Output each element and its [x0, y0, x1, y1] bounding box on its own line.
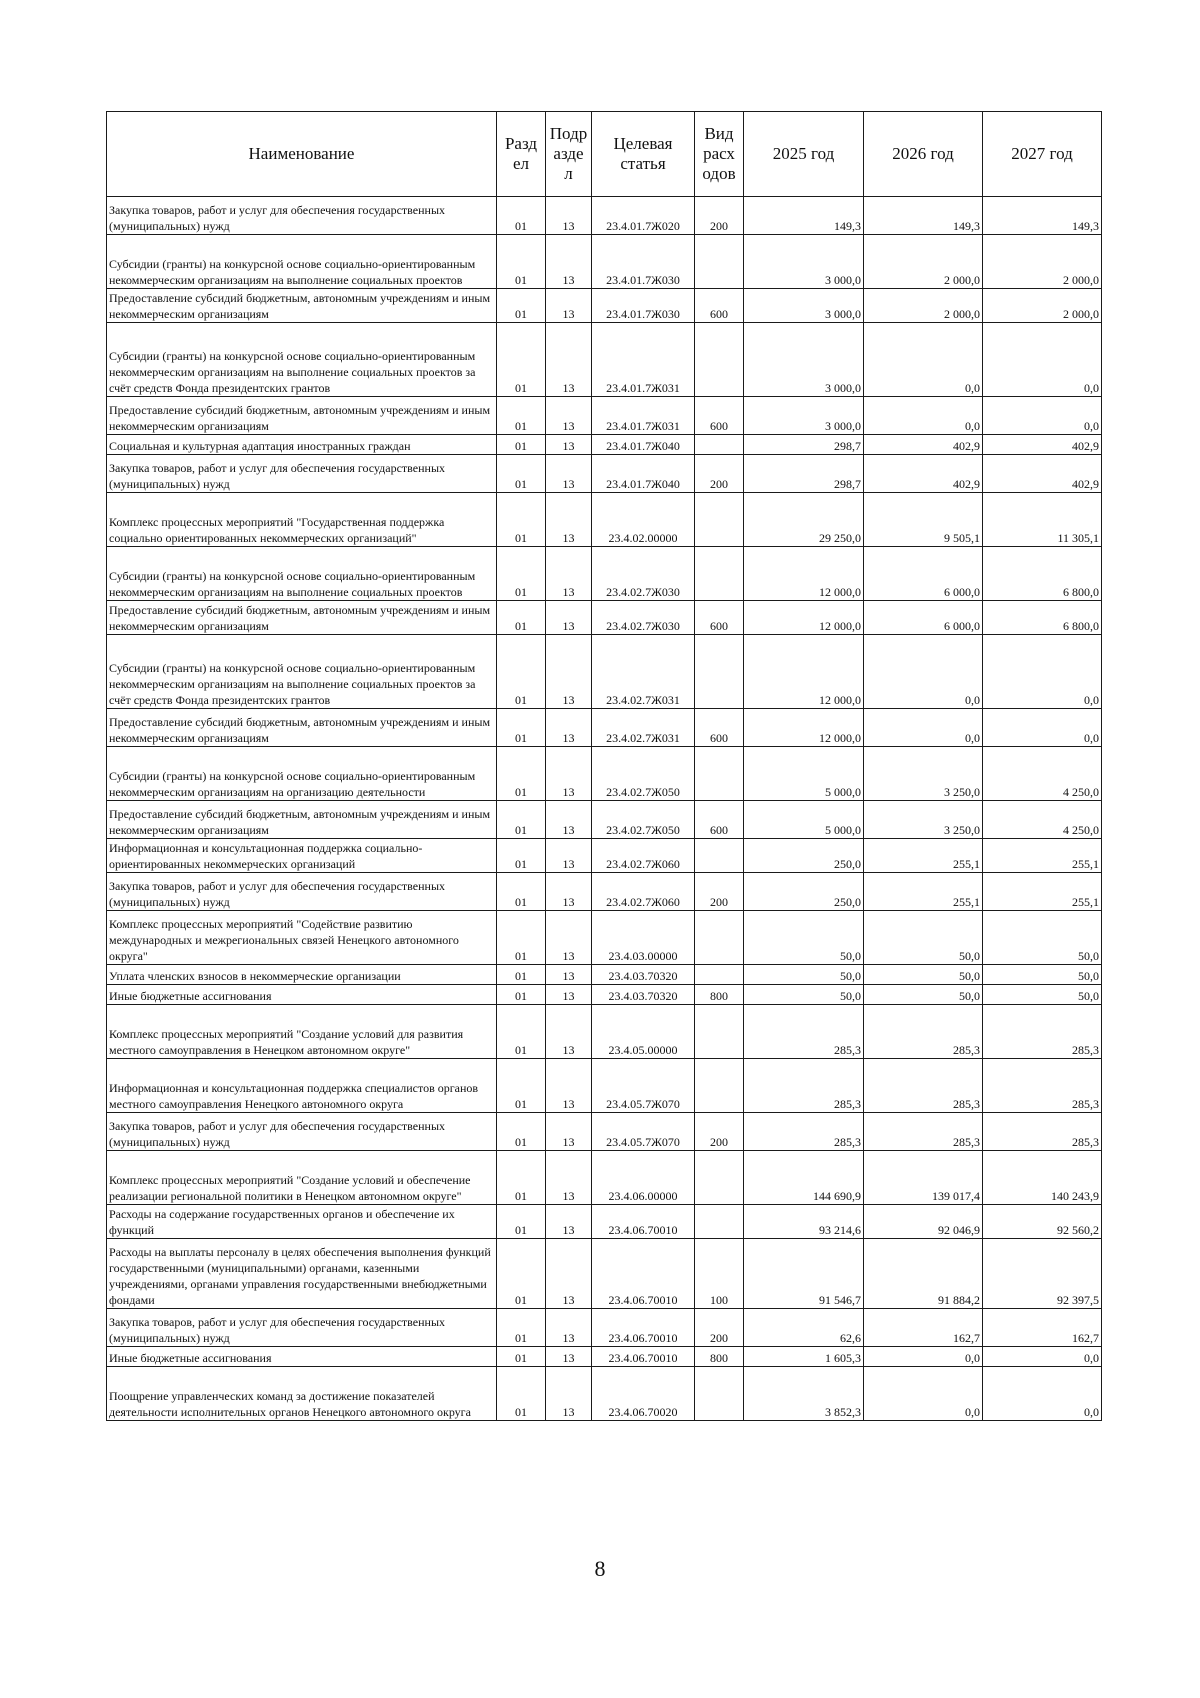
table-row	[107, 709, 1102, 747]
cell-2025: 12 000,0	[744, 709, 864, 747]
cell-subsection: 13	[546, 1113, 592, 1151]
cell-2027: 92 397,5	[983, 1239, 1102, 1309]
cell-name: Предоставление субсидий бюджетным, автономным учреждениям и иным некоммерческим организациям	[107, 601, 497, 635]
cell-expense-type	[695, 747, 744, 801]
cell-2025: 3 000,0	[744, 289, 864, 323]
cell-name: Закупка товаров, работ и услуг для обеспечения государственных (муниципальных) нужд	[107, 455, 497, 493]
cell-section: 01	[497, 873, 546, 911]
cell-2026: 92 046,9	[864, 1205, 983, 1239]
table-row	[107, 1151, 1102, 1205]
cell-section: 01	[497, 235, 546, 289]
table-body	[107, 197, 1102, 1421]
cell-name: Информационная и консультационная поддержка социально-ориентированных некоммерческих организаций	[107, 839, 497, 873]
cell-target: 23.4.02.7Ж060	[592, 873, 695, 911]
cell-name: Закупка товаров, работ и услуг для обеспечения государственных (муниципальных) нужд	[107, 1309, 497, 1347]
cell-2025: 50,0	[744, 911, 864, 965]
header-expense-type: Вид расх одов	[695, 112, 744, 197]
cell-target: 23.4.02.00000	[592, 493, 695, 547]
cell-section: 01	[497, 493, 546, 547]
cell-subsection: 13	[546, 965, 592, 985]
table-row	[107, 1239, 1102, 1309]
cell-2026: 255,1	[864, 839, 983, 873]
cell-name: Комплекс процессных мероприятий "Государственная поддержка социально ориентированных некоммерческих организаций"	[107, 493, 497, 547]
page-number: 8	[594, 1556, 606, 1581]
cell-expense-type: 800	[695, 1347, 744, 1367]
cell-name: Расходы на выплаты персоналу в целях обеспечения выполнения функций государственными (муниципальными) органами, казенными учреждениями, органами управления государственными внебюджетными фондами	[107, 1239, 497, 1309]
cell-2027: 285,3	[983, 1059, 1102, 1113]
cell-target: 23.4.05.00000	[592, 1005, 695, 1059]
cell-2025: 144 690,9	[744, 1151, 864, 1205]
cell-target: 23.4.02.7Ж031	[592, 709, 695, 747]
cell-subsection: 13	[546, 1347, 592, 1367]
table-header-row	[107, 112, 1102, 197]
cell-2025: 12 000,0	[744, 635, 864, 709]
cell-target: 23.4.02.7Ж060	[592, 839, 695, 873]
table-row	[107, 1005, 1102, 1059]
header-2025: 2025 год	[744, 112, 864, 197]
table-row	[107, 1113, 1102, 1151]
cell-name: Предоставление субсидий бюджетным, автономным учреждениям и иным некоммерческим организациям	[107, 397, 497, 435]
cell-2027: 4 250,0	[983, 801, 1102, 839]
cell-2027: 2 000,0	[983, 289, 1102, 323]
cell-subsection: 13	[546, 1005, 592, 1059]
cell-section: 01	[497, 435, 546, 455]
cell-target: 23.4.03.70320	[592, 985, 695, 1005]
cell-subsection: 13	[546, 1059, 592, 1113]
cell-2027: 255,1	[983, 839, 1102, 873]
cell-subsection: 13	[546, 839, 592, 873]
cell-2025: 1 605,3	[744, 1347, 864, 1367]
cell-subsection: 13	[546, 1239, 592, 1309]
cell-2026: 0,0	[864, 635, 983, 709]
budget-table	[106, 111, 1102, 1421]
cell-name: Социальная и культурная адаптация иностранных граждан	[107, 435, 497, 455]
cell-section: 01	[497, 601, 546, 635]
cell-subsection: 13	[546, 1151, 592, 1205]
cell-subsection: 13	[546, 635, 592, 709]
cell-subsection: 13	[546, 801, 592, 839]
cell-2026: 3 250,0	[864, 747, 983, 801]
cell-expense-type: 600	[695, 801, 744, 839]
cell-name: Субсидии (гранты) на конкурсной основе социально-ориентированным некоммерческим организациям на выполнение социальных проектов за счёт средств Фонда президентских грантов	[107, 635, 497, 709]
cell-expense-type	[695, 547, 744, 601]
cell-2025: 29 250,0	[744, 493, 864, 547]
cell-expense-type: 600	[695, 289, 744, 323]
cell-subsection: 13	[546, 985, 592, 1005]
cell-subsection: 13	[546, 289, 592, 323]
cell-name: Закупка товаров, работ и услуг для обеспечения государственных (муниципальных) нужд	[107, 197, 497, 235]
cell-expense-type	[695, 1151, 744, 1205]
table-row	[107, 911, 1102, 965]
table-row	[107, 1309, 1102, 1347]
cell-2026: 0,0	[864, 323, 983, 397]
header-2026: 2026 год	[864, 112, 983, 197]
cell-name: Уплата членских взносов в некоммерческие организации	[107, 965, 497, 985]
cell-subsection: 13	[546, 323, 592, 397]
table-row	[107, 323, 1102, 397]
cell-section: 01	[497, 1309, 546, 1347]
cell-2027: 50,0	[983, 985, 1102, 1005]
cell-subsection: 13	[546, 493, 592, 547]
cell-section: 01	[497, 323, 546, 397]
cell-subsection: 13	[546, 397, 592, 435]
cell-2025: 91 546,7	[744, 1239, 864, 1309]
cell-2026: 91 884,2	[864, 1239, 983, 1309]
cell-2026: 149,3	[864, 197, 983, 235]
cell-expense-type: 800	[695, 985, 744, 1005]
cell-2026: 0,0	[864, 1347, 983, 1367]
table-row	[107, 1347, 1102, 1367]
cell-expense-type: 600	[695, 397, 744, 435]
cell-2025: 5 000,0	[744, 747, 864, 801]
header-2027: 2027 год	[983, 112, 1102, 197]
cell-2027: 402,9	[983, 435, 1102, 455]
cell-section: 01	[497, 747, 546, 801]
cell-subsection: 13	[546, 547, 592, 601]
cell-target: 23.4.01.7Ж040	[592, 455, 695, 493]
cell-2026: 285,3	[864, 1059, 983, 1113]
table-row	[107, 635, 1102, 709]
cell-expense-type	[695, 435, 744, 455]
cell-subsection: 13	[546, 747, 592, 801]
cell-expense-type	[695, 1059, 744, 1113]
cell-2027: 2 000,0	[983, 235, 1102, 289]
cell-subsection: 13	[546, 873, 592, 911]
cell-name: Закупка товаров, работ и услуг для обеспечения государственных (муниципальных) нужд	[107, 873, 497, 911]
cell-2026: 402,9	[864, 455, 983, 493]
table-row	[107, 801, 1102, 839]
cell-2027: 4 250,0	[983, 747, 1102, 801]
cell-target: 23.4.01.7Ж030	[592, 235, 695, 289]
cell-expense-type: 600	[695, 709, 744, 747]
cell-2026: 285,3	[864, 1005, 983, 1059]
cell-2025: 12 000,0	[744, 547, 864, 601]
cell-expense-type: 200	[695, 1309, 744, 1347]
cell-target: 23.4.06.70010	[592, 1347, 695, 1367]
table-row	[107, 839, 1102, 873]
table-row	[107, 235, 1102, 289]
cell-expense-type: 200	[695, 873, 744, 911]
table-row	[107, 747, 1102, 801]
cell-2025: 250,0	[744, 839, 864, 873]
cell-name: Субсидии (гранты) на конкурсной основе социально-ориентированным некоммерческим организациям на выполнение социальных проектов	[107, 235, 497, 289]
cell-2027: 285,3	[983, 1113, 1102, 1151]
cell-section: 01	[497, 455, 546, 493]
cell-subsection: 13	[546, 197, 592, 235]
table-row	[107, 397, 1102, 435]
cell-target: 23.4.03.00000	[592, 911, 695, 965]
table-row	[107, 1059, 1102, 1113]
cell-2025: 50,0	[744, 985, 864, 1005]
cell-expense-type: 200	[695, 1113, 744, 1151]
cell-2026: 0,0	[864, 1367, 983, 1421]
cell-name: Поощрение управленческих команд за достижение показателей деятельности исполнительных органов Ненецкого автономного округа	[107, 1367, 497, 1421]
cell-2026: 0,0	[864, 397, 983, 435]
cell-2026: 6 000,0	[864, 547, 983, 601]
cell-target: 23.4.02.7Ж050	[592, 801, 695, 839]
table-row	[107, 435, 1102, 455]
header-name: Наименование	[107, 112, 497, 197]
cell-section: 01	[497, 397, 546, 435]
cell-2026: 255,1	[864, 873, 983, 911]
cell-section: 01	[497, 709, 546, 747]
cell-name: Комплекс процессных мероприятий "Создание условий для развития местного самоуправления в Ненецком автономном округе"	[107, 1005, 497, 1059]
cell-2027: 140 243,9	[983, 1151, 1102, 1205]
cell-expense-type	[695, 965, 744, 985]
cell-subsection: 13	[546, 1309, 592, 1347]
cell-2025: 149,3	[744, 197, 864, 235]
cell-2026: 3 250,0	[864, 801, 983, 839]
cell-2026: 402,9	[864, 435, 983, 455]
cell-expense-type: 200	[695, 455, 744, 493]
cell-target: 23.4.06.00000	[592, 1151, 695, 1205]
cell-2026: 2 000,0	[864, 289, 983, 323]
cell-section: 01	[497, 1367, 546, 1421]
cell-2027: 255,1	[983, 873, 1102, 911]
cell-subsection: 13	[546, 601, 592, 635]
cell-2027: 0,0	[983, 709, 1102, 747]
cell-section: 01	[497, 965, 546, 985]
cell-name: Иные бюджетные ассигнования	[107, 1347, 497, 1367]
cell-name: Предоставление субсидий бюджетным, автономным учреждениям и иным некоммерческим организациям	[107, 289, 497, 323]
cell-expense-type: 100	[695, 1239, 744, 1309]
cell-2025: 93 214,6	[744, 1205, 864, 1239]
cell-section: 01	[497, 1151, 546, 1205]
table-row	[107, 601, 1102, 635]
cell-section: 01	[497, 1239, 546, 1309]
cell-section: 01	[497, 911, 546, 965]
cell-expense-type: 600	[695, 601, 744, 635]
cell-target: 23.4.06.70010	[592, 1309, 695, 1347]
cell-2025: 50,0	[744, 965, 864, 985]
cell-2027: 402,9	[983, 455, 1102, 493]
table-row	[107, 985, 1102, 1005]
table-row	[107, 455, 1102, 493]
cell-expense-type	[695, 323, 744, 397]
cell-2025: 3 852,3	[744, 1367, 864, 1421]
cell-2027: 0,0	[983, 635, 1102, 709]
cell-section: 01	[497, 801, 546, 839]
cell-expense-type	[695, 635, 744, 709]
cell-section: 01	[497, 1113, 546, 1151]
cell-target: 23.4.02.7Ж030	[592, 601, 695, 635]
cell-name: Расходы на содержание государственных органов и обеспечение их функций	[107, 1205, 497, 1239]
table-row	[107, 547, 1102, 601]
header-section: Разд ел	[497, 112, 546, 197]
cell-2026: 50,0	[864, 965, 983, 985]
cell-2027: 6 800,0	[983, 547, 1102, 601]
cell-name: Информационная и консультационная поддержка специалистов органов местного самоуправления Ненецкого автономного округа	[107, 1059, 497, 1113]
cell-2025: 285,3	[744, 1059, 864, 1113]
cell-section: 01	[497, 197, 546, 235]
cell-2027: 0,0	[983, 1367, 1102, 1421]
cell-2026: 2 000,0	[864, 235, 983, 289]
table-row	[107, 873, 1102, 911]
cell-target: 23.4.06.70010	[592, 1205, 695, 1239]
cell-2025: 298,7	[744, 455, 864, 493]
cell-expense-type: 200	[695, 197, 744, 235]
cell-2025: 298,7	[744, 435, 864, 455]
cell-name: Предоставление субсидий бюджетным, автономным учреждениям и иным некоммерческим организациям	[107, 801, 497, 839]
cell-name: Комплекс процессных мероприятий "Создание условий и обеспечение реализации региональной политики в Ненецком автономном округе"	[107, 1151, 497, 1205]
cell-2027: 92 560,2	[983, 1205, 1102, 1239]
cell-subsection: 13	[546, 235, 592, 289]
cell-expense-type	[695, 1005, 744, 1059]
cell-target: 23.4.01.7Ж031	[592, 323, 695, 397]
cell-expense-type	[695, 235, 744, 289]
cell-target: 23.4.01.7Ж031	[592, 397, 695, 435]
cell-subsection: 13	[546, 1205, 592, 1239]
cell-expense-type	[695, 493, 744, 547]
cell-2025: 3 000,0	[744, 397, 864, 435]
cell-2027: 11 305,1	[983, 493, 1102, 547]
cell-name: Иные бюджетные ассигнования	[107, 985, 497, 1005]
cell-2027: 149,3	[983, 197, 1102, 235]
table-row	[107, 1367, 1102, 1421]
cell-2025: 62,6	[744, 1309, 864, 1347]
cell-target: 23.4.01.7Ж030	[592, 289, 695, 323]
cell-name: Субсидии (гранты) на конкурсной основе социально-ориентированным некоммерческим организациям на выполнение социальных проектов	[107, 547, 497, 601]
cell-expense-type	[695, 1367, 744, 1421]
cell-name: Предоставление субсидий бюджетным, автономным учреждениям и иным некоммерческим организациям	[107, 709, 497, 747]
cell-target: 23.4.02.7Ж031	[592, 635, 695, 709]
cell-2027: 50,0	[983, 911, 1102, 965]
cell-2026: 162,7	[864, 1309, 983, 1347]
cell-subsection: 13	[546, 455, 592, 493]
table-row	[107, 965, 1102, 985]
header-subsection: Подр азде л	[546, 112, 592, 197]
cell-target: 23.4.02.7Ж030	[592, 547, 695, 601]
cell-target: 23.4.01.7Ж040	[592, 435, 695, 455]
cell-target: 23.4.06.70010	[592, 1239, 695, 1309]
cell-section: 01	[497, 635, 546, 709]
cell-2025: 5 000,0	[744, 801, 864, 839]
cell-section: 01	[497, 1059, 546, 1113]
cell-2027: 6 800,0	[983, 601, 1102, 635]
cell-2026: 50,0	[864, 911, 983, 965]
cell-2025: 250,0	[744, 873, 864, 911]
cell-target: 23.4.02.7Ж050	[592, 747, 695, 801]
cell-2027: 0,0	[983, 397, 1102, 435]
cell-expense-type	[695, 839, 744, 873]
cell-section: 01	[497, 839, 546, 873]
cell-name: Субсидии (гранты) на конкурсной основе социально-ориентированным некоммерческим организациям на выполнение социальных проектов за счёт средств Фонда президентских грантов	[107, 323, 497, 397]
table-row	[107, 1205, 1102, 1239]
cell-section: 01	[497, 289, 546, 323]
cell-2025: 3 000,0	[744, 323, 864, 397]
cell-name: Закупка товаров, работ и услуг для обеспечения государственных (муниципальных) нужд	[107, 1113, 497, 1151]
cell-target: 23.4.03.70320	[592, 965, 695, 985]
cell-2025: 285,3	[744, 1113, 864, 1151]
header-target: Целевая статья	[592, 112, 695, 197]
cell-subsection: 13	[546, 1367, 592, 1421]
table-row	[107, 197, 1102, 235]
cell-section: 01	[497, 1205, 546, 1239]
table-row	[107, 289, 1102, 323]
cell-section: 01	[497, 985, 546, 1005]
cell-section: 01	[497, 1005, 546, 1059]
cell-2025: 12 000,0	[744, 601, 864, 635]
cell-section: 01	[497, 547, 546, 601]
cell-2027: 162,7	[983, 1309, 1102, 1347]
cell-expense-type	[695, 1205, 744, 1239]
cell-target: 23.4.06.70020	[592, 1367, 695, 1421]
cell-2025: 3 000,0	[744, 235, 864, 289]
cell-target: 23.4.05.7Ж070	[592, 1113, 695, 1151]
cell-target: 23.4.01.7Ж020	[592, 197, 695, 235]
cell-name: Комплекс процессных мероприятий "Содействие развитию международных и межрегиональных связей Ненецкого автономного округа"	[107, 911, 497, 965]
cell-2027: 285,3	[983, 1005, 1102, 1059]
cell-2026: 6 000,0	[864, 601, 983, 635]
cell-2026: 139 017,4	[864, 1151, 983, 1205]
cell-2027: 0,0	[983, 1347, 1102, 1367]
cell-name: Субсидии (гранты) на конкурсной основе социально-ориентированным некоммерческим организациям на организацию деятельности	[107, 747, 497, 801]
cell-2026: 0,0	[864, 709, 983, 747]
cell-subsection: 13	[546, 911, 592, 965]
cell-subsection: 13	[546, 709, 592, 747]
table-row	[107, 493, 1102, 547]
cell-2026: 50,0	[864, 985, 983, 1005]
cell-subsection: 13	[546, 435, 592, 455]
cell-target: 23.4.05.7Ж070	[592, 1059, 695, 1113]
cell-2025: 285,3	[744, 1005, 864, 1059]
cell-expense-type	[695, 911, 744, 965]
cell-2026: 9 505,1	[864, 493, 983, 547]
cell-section: 01	[497, 1347, 546, 1367]
cell-2027: 0,0	[983, 323, 1102, 397]
cell-2026: 285,3	[864, 1113, 983, 1151]
cell-2027: 50,0	[983, 965, 1102, 985]
